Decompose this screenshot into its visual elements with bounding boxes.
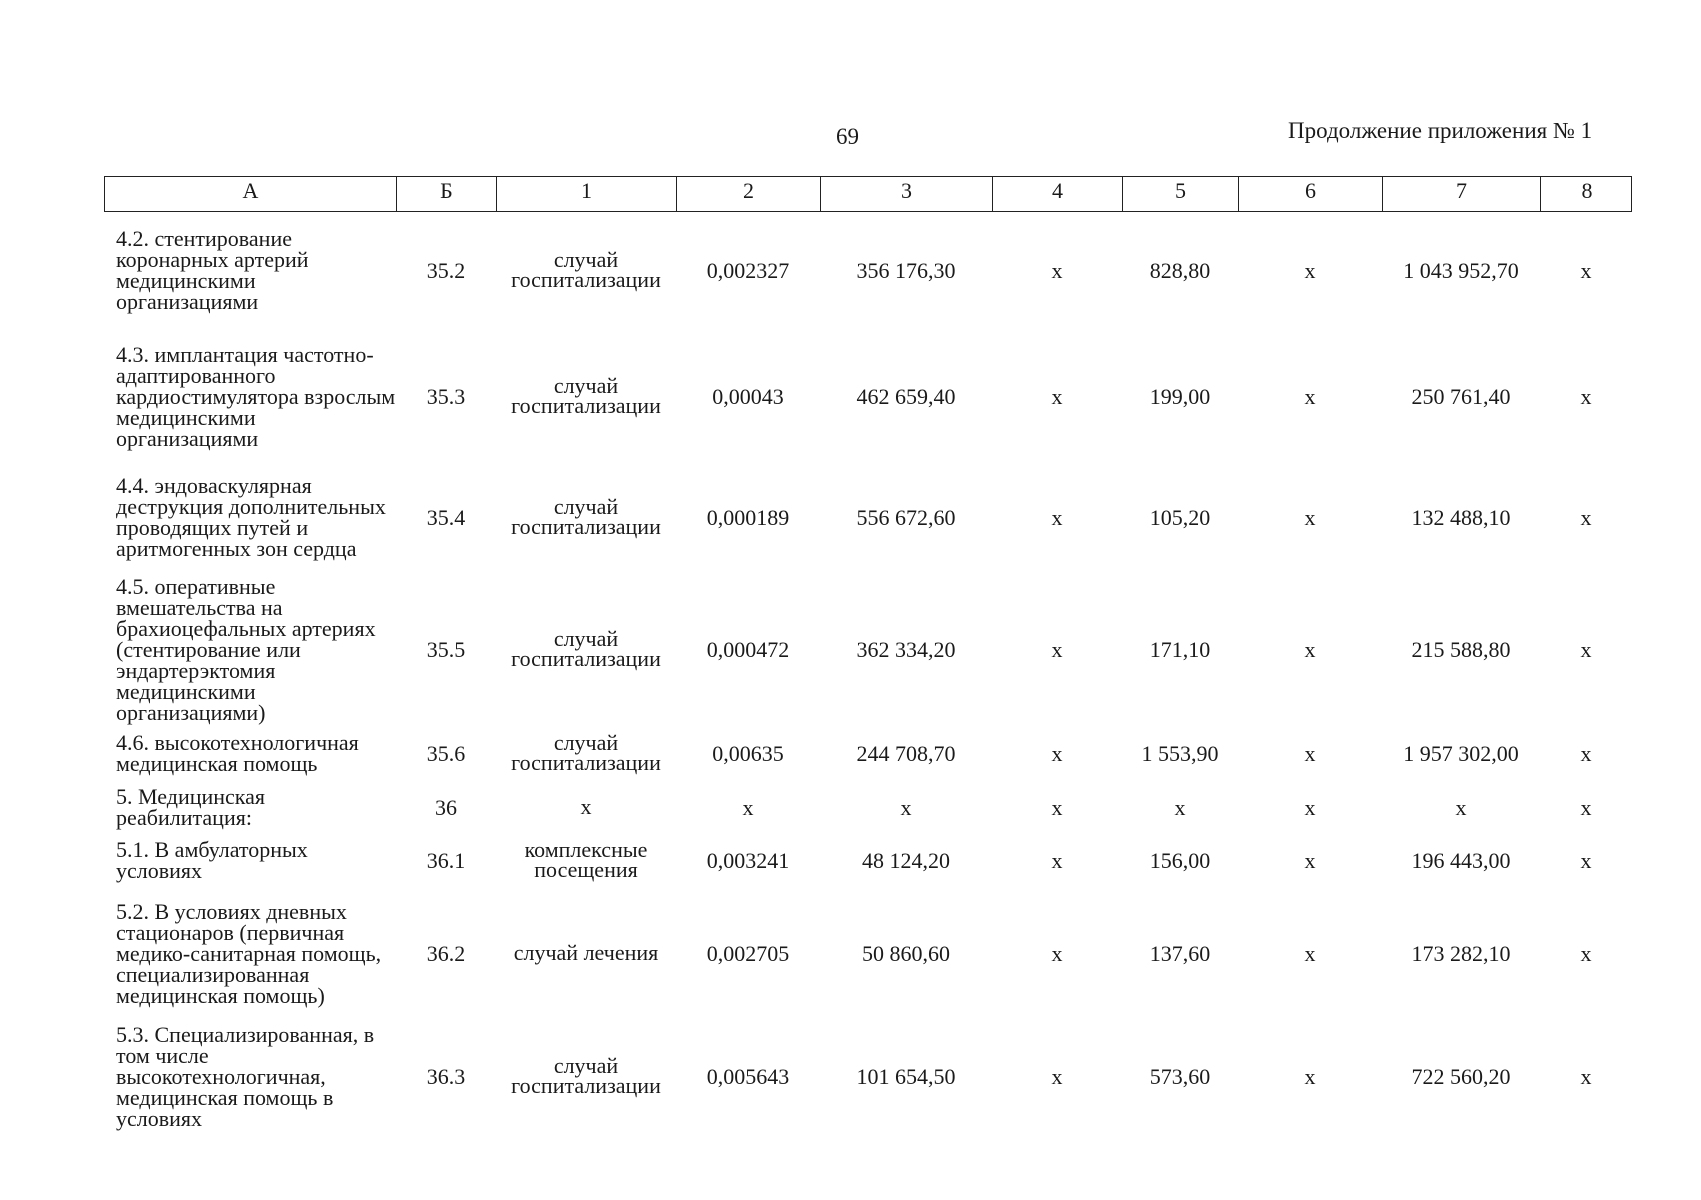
row-col-3: 362 334,20: [856, 636, 956, 662]
row-col-5: х: [1174, 794, 1186, 820]
row-col-6: х: [1304, 1063, 1316, 1089]
row-col-5: 573,60: [1149, 1063, 1211, 1089]
row-col-4: х: [1051, 257, 1063, 283]
row-col-2: 0,002705: [706, 940, 790, 966]
row-col-3: 48 124,20: [862, 847, 950, 873]
table-row: [104, 782, 1632, 832]
row-code: 35.4: [426, 504, 466, 530]
table-row: [104, 834, 1632, 886]
row-col-6: х: [1304, 740, 1316, 766]
row-col-4: х: [1051, 740, 1063, 766]
row-col-7: 196 443,00: [1411, 847, 1511, 873]
row-col-4: х: [1051, 504, 1063, 530]
row-col-5: 137,60: [1149, 940, 1211, 966]
row-col-7: 250 761,40: [1411, 383, 1511, 409]
row-col-5: 828,80: [1149, 257, 1211, 283]
row-col-7: 215 588,80: [1411, 636, 1511, 662]
row-unit: случай госпитализации: [511, 494, 661, 539]
row-col-6: х: [1304, 636, 1316, 662]
row-col-7: 1 043 952,70: [1403, 257, 1519, 283]
row-col-2: 0,005643: [706, 1063, 790, 1089]
row-unit: комплексные посещения: [524, 837, 648, 882]
row-col-7: 1 957 302,00: [1403, 740, 1519, 766]
row-col-4: х: [1051, 1063, 1063, 1089]
row-name: 4.3. имплантация частотно-адаптированного кардиостимулятора взрослым медицинскими организациями: [116, 341, 396, 451]
row-col-8: х: [1580, 940, 1592, 966]
row-code: 35.2: [426, 257, 466, 283]
row-unit: случай госпитализации: [511, 626, 661, 671]
row-col-5: 105,20: [1149, 504, 1211, 530]
row-col-3: х: [900, 794, 912, 820]
row-col-6: х: [1304, 847, 1316, 873]
header-cell-3: 3: [821, 177, 993, 211]
row-unit: случай лечения: [513, 940, 659, 965]
row-col-6: х: [1304, 940, 1316, 966]
row-col-4: х: [1051, 794, 1063, 820]
row-col-3: 244 708,70: [856, 740, 956, 766]
page-number: 69: [836, 124, 859, 149]
row-col-6: х: [1304, 383, 1316, 409]
row-col-5: 156,00: [1149, 847, 1211, 873]
row-unit: случай госпитализации: [511, 1053, 661, 1098]
row-col-2: 0,00043: [712, 383, 784, 409]
table-header-row: [104, 176, 1632, 212]
row-col-8: х: [1580, 636, 1592, 662]
row-col-2: 0,002327: [706, 257, 790, 283]
table-row: [104, 226, 1632, 314]
row-name: 5.1. В амбулаторных условиях: [116, 837, 308, 883]
row-name: 4.6. высокотехнологичная медицинская помощь: [116, 730, 359, 776]
row-col-6: х: [1304, 257, 1316, 283]
header-cell-7: 7: [1383, 177, 1541, 211]
row-name: 5. Медицинская реабилитация:: [116, 784, 266, 830]
row-col-5: 199,00: [1149, 383, 1211, 409]
row-code: 36.2: [426, 940, 466, 966]
row-col-8: х: [1580, 794, 1592, 820]
row-col-8: х: [1580, 847, 1592, 873]
row-col-2: х: [742, 794, 754, 820]
row-col-5: 1 553,90: [1141, 740, 1219, 766]
row-name: 4.4. эндоваскулярная деструкция дополнительных проводящих путей и аритмогенных зон сердца: [116, 473, 386, 561]
row-col-8: х: [1580, 257, 1592, 283]
row-col-8: х: [1580, 504, 1592, 530]
table-row: [104, 728, 1632, 778]
header-cell-5: 5: [1123, 177, 1239, 211]
table-row: [104, 463, 1632, 571]
row-col-4: х: [1051, 847, 1063, 873]
row-code: 36.1: [426, 847, 466, 873]
row-col-3: 556 672,60: [856, 504, 956, 530]
table-row: [104, 890, 1632, 1016]
row-col-7: 132 488,10: [1411, 504, 1511, 530]
row-code: 35.3: [426, 383, 466, 409]
row-unit: случай госпитализации: [511, 247, 661, 292]
row-col-3: 50 860,60: [862, 940, 950, 966]
row-col-2: 0,003241: [706, 847, 790, 873]
header-cell-6: 6: [1239, 177, 1383, 211]
row-name: 4.5. оперативные вмешательства на брахиоцефальных артериях (стентирование или эндартерэктомия медицинскими организациями): [116, 573, 376, 725]
table-row: [104, 1022, 1632, 1130]
row-col-3: 462 659,40: [856, 383, 956, 409]
table-row: [104, 333, 1632, 459]
table-row: [104, 573, 1632, 725]
row-col-7: 722 560,20: [1411, 1063, 1511, 1089]
row-code: 36: [435, 794, 457, 820]
row-col-8: х: [1580, 740, 1592, 766]
row-name: 4.2. стентирование коронарных артерий медицинскими организациями: [116, 226, 309, 314]
header-cell-4: 4: [993, 177, 1123, 211]
header-cell-b: Б: [397, 177, 497, 211]
row-col-3: 101 654,50: [856, 1063, 956, 1089]
header-cell-1: 1: [497, 177, 677, 211]
appendix-note: Продолжение приложения № 1: [1288, 118, 1593, 143]
row-col-2: 0,00635: [712, 740, 784, 766]
header-cell-8: 8: [1581, 178, 1593, 203]
row-name: 5.2. В условиях дневных стационаров (первичная медико-санитарная помощь, специализированная медицинская помощь): [116, 898, 382, 1008]
header-cell-2: 2: [677, 177, 821, 211]
row-col-6: х: [1304, 504, 1316, 530]
row-col-5: 171,10: [1149, 636, 1211, 662]
row-unit: случай госпитализации: [511, 730, 661, 775]
row-name: 5.3. Специализированная, в том числе высокотехнологичная, медицинская помощь в условиях: [116, 1021, 375, 1131]
row-col-3: 356 176,30: [856, 257, 956, 283]
row-col-6: х: [1304, 794, 1316, 820]
row-unit: х: [580, 794, 592, 819]
row-col-2: 0,000189: [706, 504, 790, 530]
row-col-4: х: [1051, 940, 1063, 966]
row-col-7: 173 282,10: [1411, 940, 1511, 966]
row-code: 35.6: [426, 740, 466, 766]
row-col-8: х: [1580, 1063, 1592, 1089]
row-unit: случай госпитализации: [511, 373, 661, 418]
row-code: 35.5: [426, 636, 466, 662]
row-code: 36.3: [426, 1063, 466, 1089]
row-col-8: х: [1580, 383, 1592, 409]
header-cell-a: А: [105, 177, 397, 211]
row-col-7: х: [1455, 794, 1467, 820]
row-col-2: 0,000472: [706, 636, 790, 662]
row-col-4: х: [1051, 383, 1063, 409]
row-col-4: х: [1051, 636, 1063, 662]
